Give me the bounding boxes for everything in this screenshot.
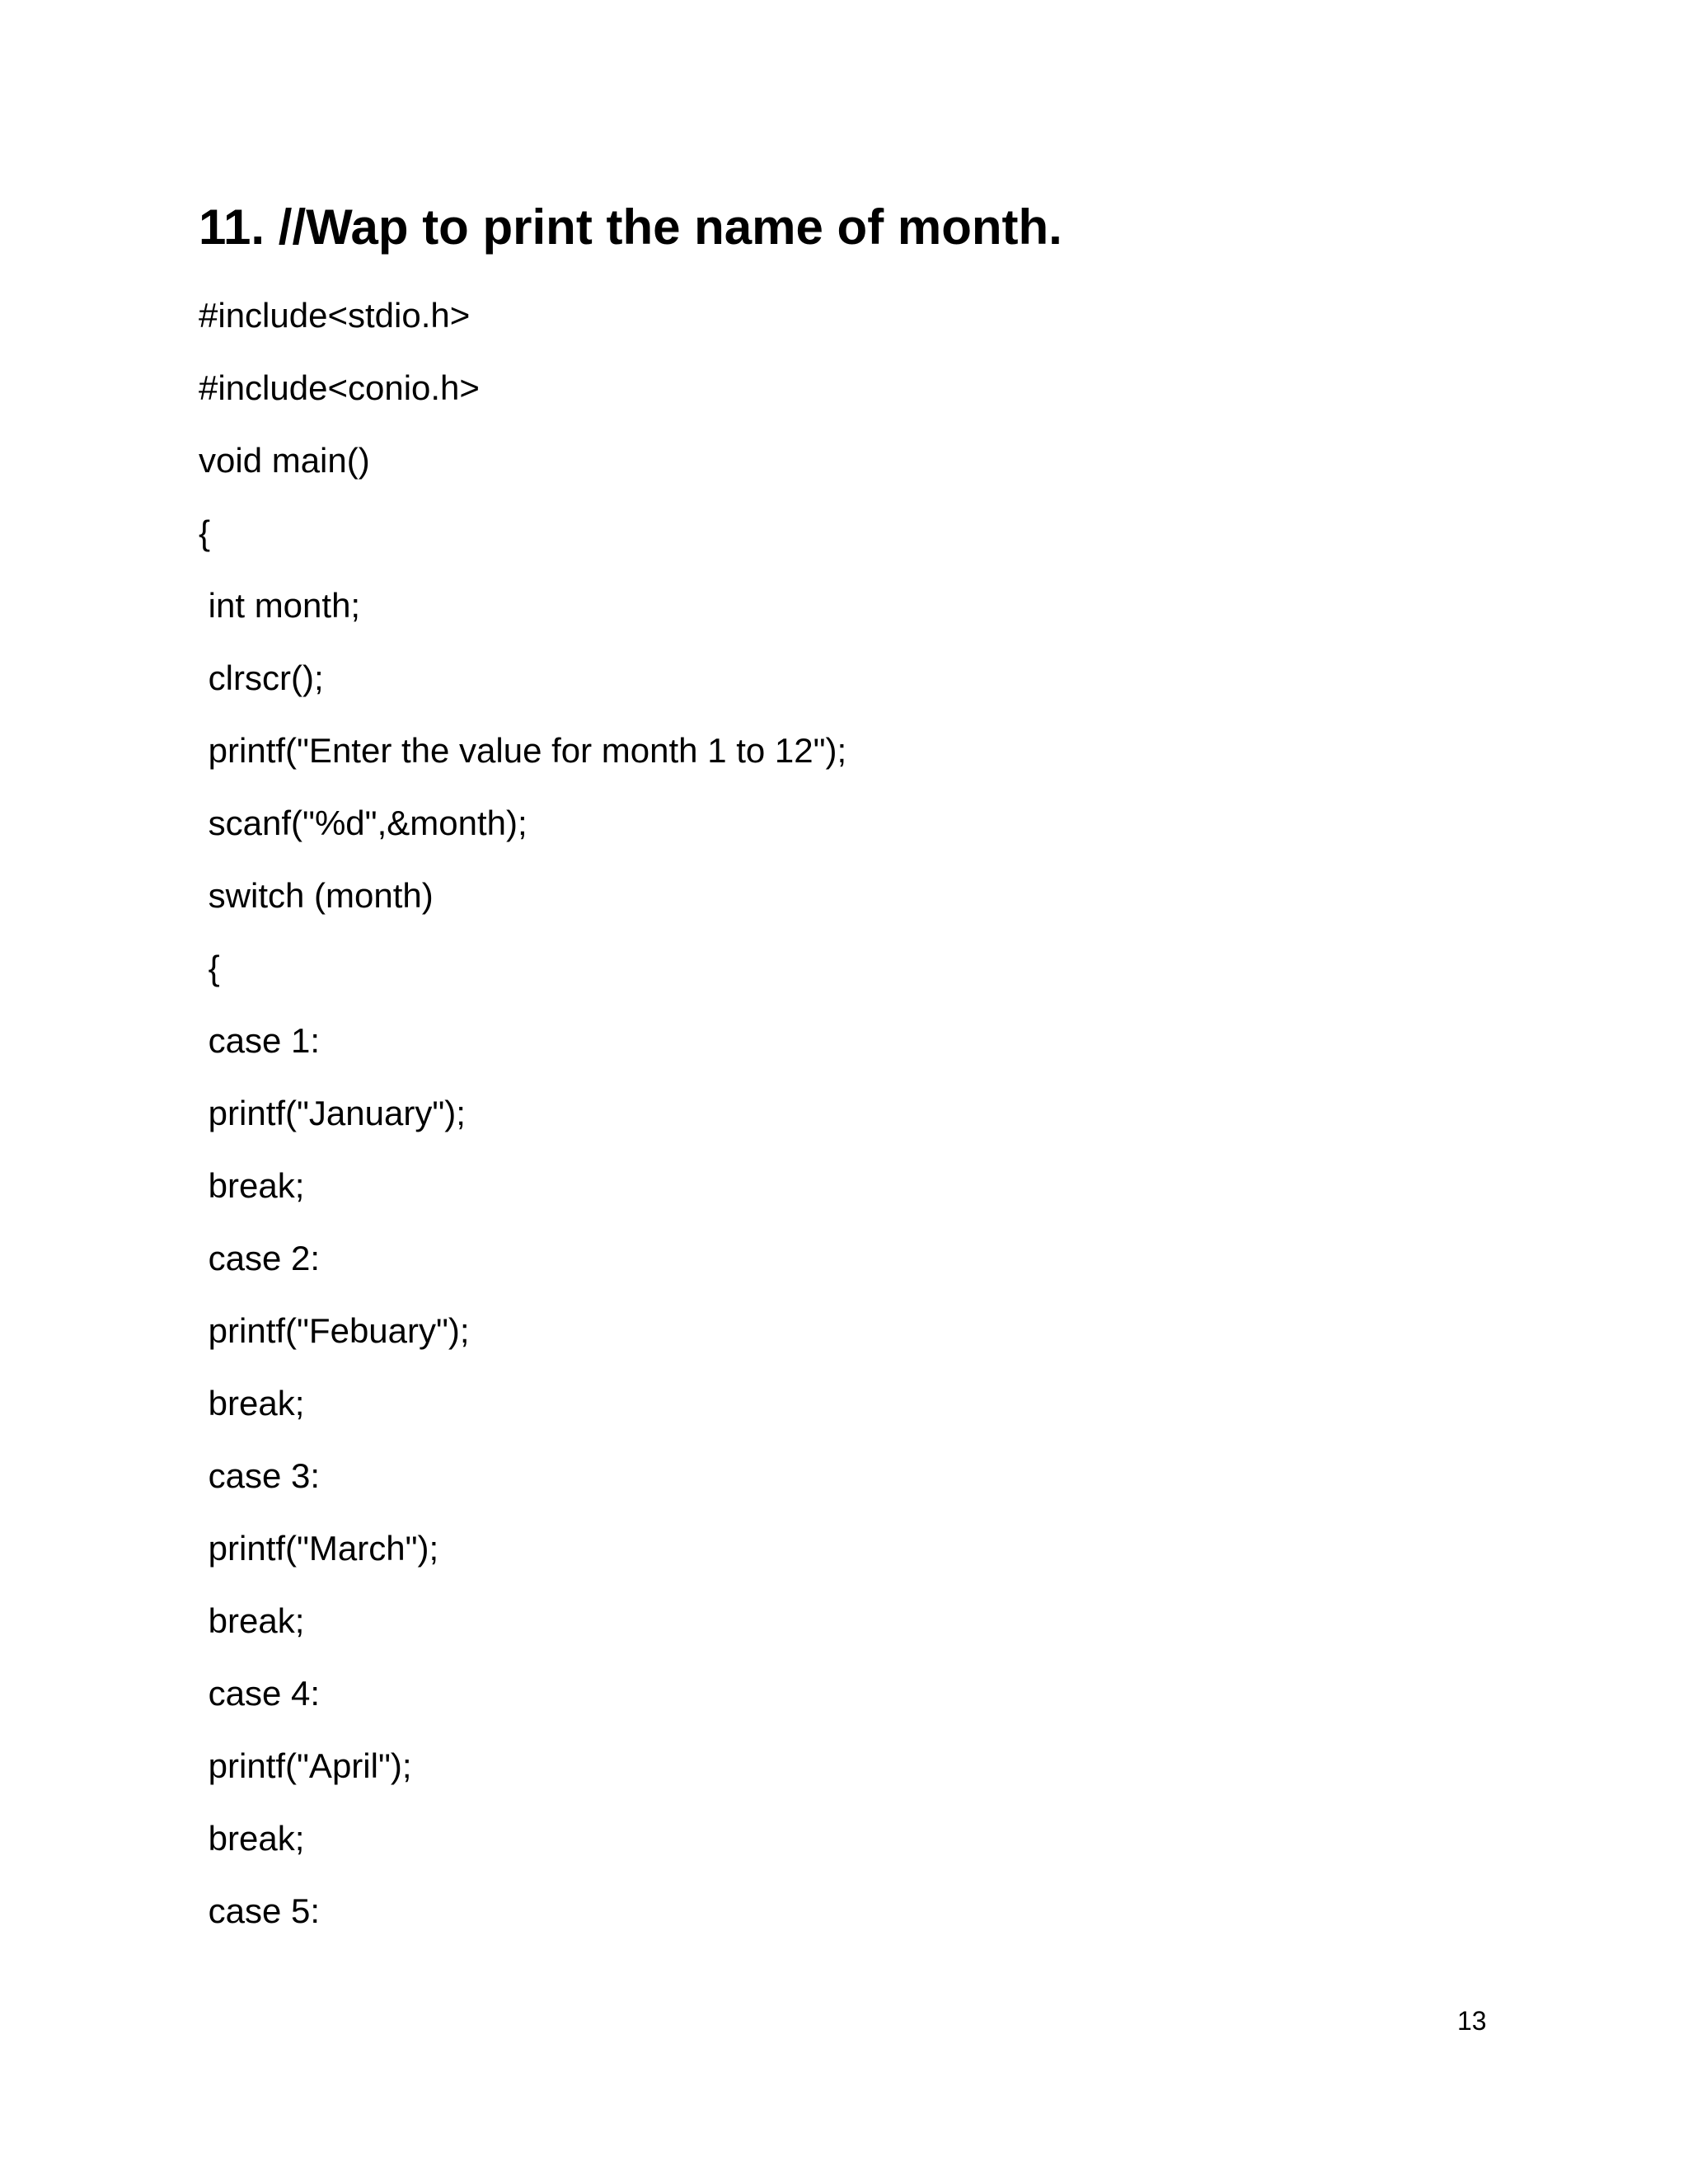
code-line: printf("January"); [199,1094,466,1132]
code-line: case 5: [199,1891,321,1930]
code-line: #include<conio.h> [199,368,480,407]
code-line: int month; [199,586,361,625]
code-line: scanf("%d",&month); [199,804,528,842]
code-line: break; [199,1166,305,1205]
code-line: break; [199,1384,305,1422]
code-line: printf("Febuary"); [199,1311,470,1350]
code-line: printf("Enter the value for month 1 to 12"); [199,731,847,770]
code-listing [199,293,846,1961]
code-line: switch (month) [199,876,434,915]
code-line: { [199,949,220,987]
code-line: clrscr(); [199,658,324,697]
page-number: 13 [1457,2006,1487,2036]
code-line: printf("April"); [199,1746,412,1785]
code-line: break; [199,1819,305,1858]
page-title: 11. //Wap to print the name of month. [199,199,1062,255]
code-line: break; [199,1601,305,1640]
code-line: case 3: [199,1456,321,1495]
code-line: printf("March"); [199,1529,439,1568]
code-line: void main() [199,441,370,480]
code-line: { [199,513,211,552]
code-line: case 2: [199,1239,321,1277]
code-line: case 4: [199,1674,321,1713]
code-line: #include<stdio.h> [199,296,471,335]
code-line: case 1: [199,1021,321,1060]
